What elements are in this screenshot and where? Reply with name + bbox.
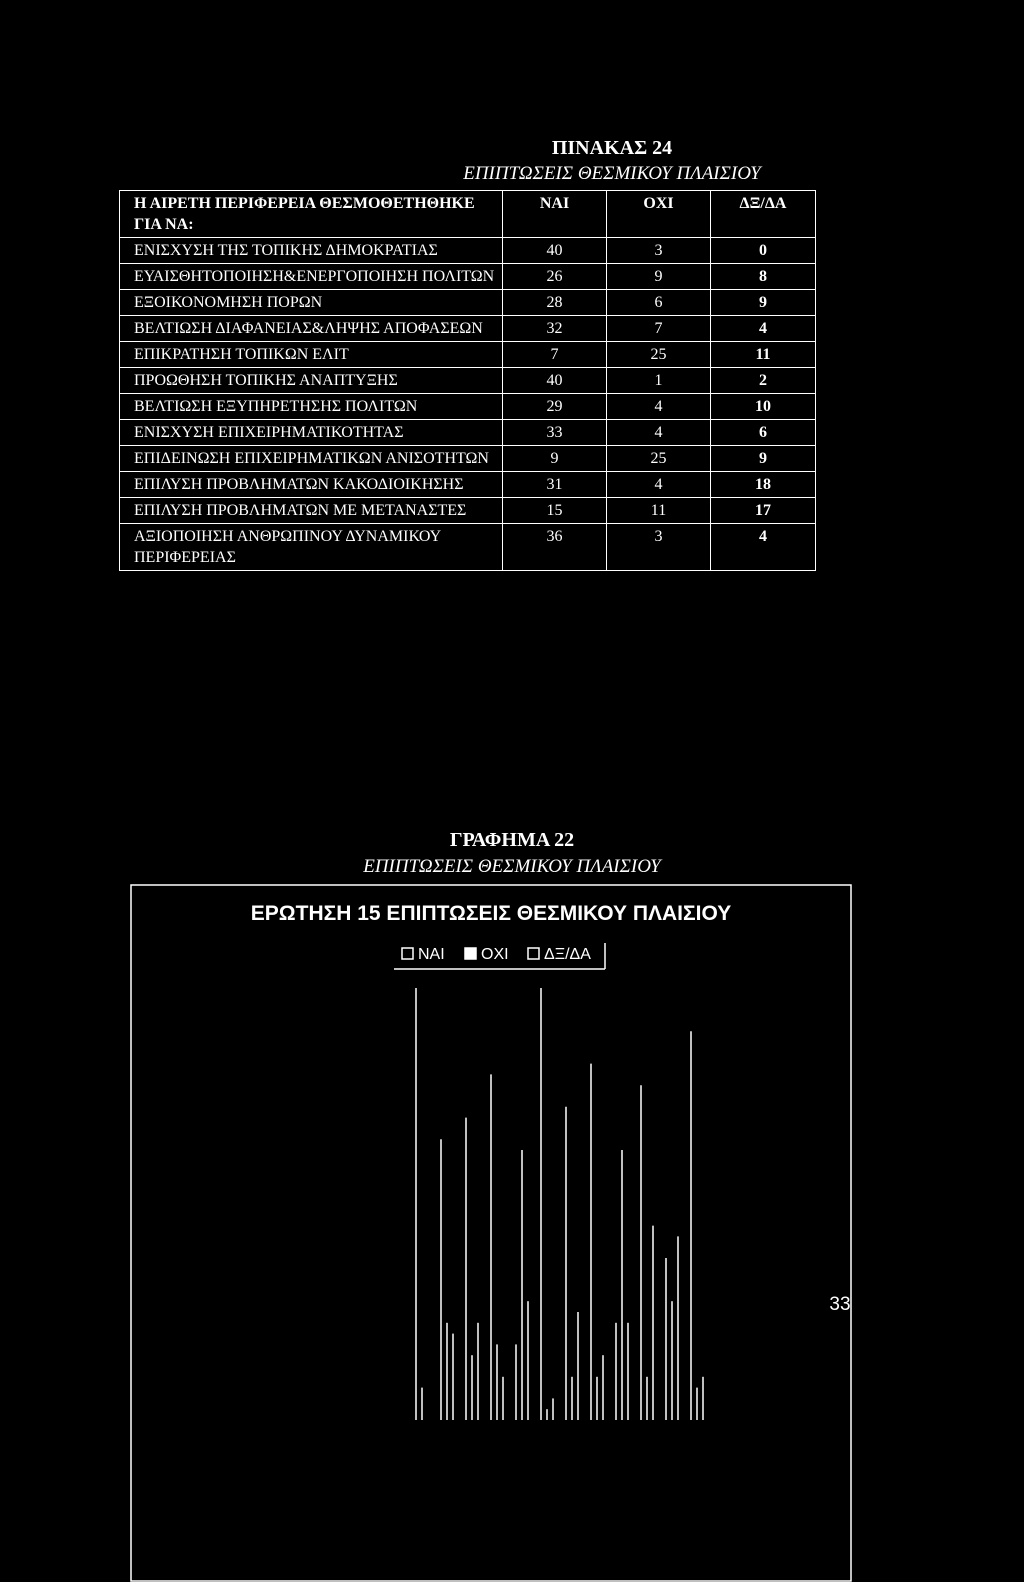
- cell-oxi: 3: [607, 524, 711, 571]
- table-row: [120, 342, 816, 368]
- legend-marker-1: [465, 948, 476, 959]
- table-header-row: [120, 191, 816, 238]
- graph-subtitle: ΕΠΙΠΤΩΣΕΙΣ ΘΕΣΜΙΚΟΥ ΠΛΑΙΣΙΟΥ: [363, 856, 661, 877]
- cell-nai: 36: [503, 524, 607, 571]
- cell-nai: 31: [503, 472, 607, 498]
- cell-oxi: 3: [607, 238, 711, 264]
- cell-dxda: 6: [711, 420, 816, 446]
- cell-nai: 40: [503, 368, 607, 394]
- cell-nai: 26: [503, 264, 607, 290]
- table-row: [120, 316, 816, 342]
- row-label: ΕΠΙΚΡΑΤΗΣΗ ΤΟΠΙΚΩΝ ΕΛΙΤ: [120, 342, 503, 368]
- cell-oxi: 25: [607, 446, 711, 472]
- row-label: ΑΞΙΟΠΟΙΗΣΗ ΑΝΘΡΩΠΙΝΟΥ ΔΥΝΑΜΙΚΟΥ ΠΕΡΙΦΕΡΕΙΑΣ: [120, 524, 503, 571]
- legend-marker-0: [402, 948, 413, 959]
- cell-dxda: 17: [711, 498, 816, 524]
- row-label: ΕΝΙΣΧΥΣΗ ΕΠΙΧΕΙΡΗΜΑΤΙΚΟΤΗΤΑΣ: [120, 420, 503, 446]
- table-row: [120, 472, 816, 498]
- table-row: [120, 290, 816, 316]
- cell-oxi: 6: [607, 290, 711, 316]
- row-label: ΕΞΟΙΚΟΝΟΜΗΣΗ ΠΟΡΩΝ: [120, 290, 503, 316]
- header-nai: ΝΑΙ: [503, 191, 607, 238]
- header-oxi: ΟΧΙ: [607, 191, 711, 238]
- row-label: ΒΕΛΤΙΩΣΗ ΔΙΑΦΑΝΕΙΑΣ&ΛΗΨΗΣ ΑΠΟΦΑΣΕΩΝ: [120, 316, 503, 342]
- legend-label-2: ΔΞ/ΔΑ: [544, 946, 591, 963]
- cell-dxda: 4: [711, 316, 816, 342]
- cell-oxi: 7: [607, 316, 711, 342]
- cell-nai: 7: [503, 342, 607, 368]
- legend-label-0: ΝΑΙ: [418, 946, 445, 963]
- cell-dxda: 18: [711, 472, 816, 498]
- row-label: ΕΥΑΙΣΘΗΤΟΠΟΙΗΣΗ&ΕΝΕΡΓΟΠΟΙΗΣΗ ΠΟΛΙΤΩΝ: [120, 264, 503, 290]
- cell-oxi: 11: [607, 498, 711, 524]
- row-label: ΠΡΟΩΘΗΣΗ ΤΟΠΙΚΗΣ ΑΝΑΠΤΥΞΗΣ: [120, 368, 503, 394]
- table-title: ΠΙΝΑΚΑΣ 24: [551, 137, 673, 159]
- cell-nai: 40: [503, 238, 607, 264]
- cell-oxi: 9: [607, 264, 711, 290]
- cell-dxda: 9: [711, 290, 816, 316]
- row-label: ΕΝΙΣΧΥΣΗ ΤΗΣ ΤΟΠΙΚΗΣ ΔΗΜΟΚΡΑΤΙΑΣ: [120, 238, 503, 264]
- data-table: [119, 190, 816, 571]
- cell-dxda: 11: [711, 342, 816, 368]
- row-label: ΕΠΙΛΥΣΗ ΠΡΟΒΛΗΜΑΤΩΝ ΚΑΚΟΔΙΟΙΚΗΣΗΣ: [120, 472, 503, 498]
- cell-oxi: 4: [607, 394, 711, 420]
- table-row: [120, 394, 816, 420]
- cell-nai: 29: [503, 394, 607, 420]
- cell-oxi: 4: [607, 420, 711, 446]
- chart: [130, 884, 852, 1582]
- cell-nai: 32: [503, 316, 607, 342]
- cell-dxda: 4: [711, 524, 816, 571]
- legend-label-1: ΟΧΙ: [481, 946, 509, 963]
- cell-dxda: 9: [711, 446, 816, 472]
- cell-dxda: 2: [711, 368, 816, 394]
- table-row: [120, 446, 816, 472]
- table-row: [120, 264, 816, 290]
- cell-oxi: 25: [607, 342, 711, 368]
- cell-nai: 9: [503, 446, 607, 472]
- header-dxda: ΔΞ/ΔΑ: [711, 191, 816, 238]
- header-question: Η ΑΙΡΕΤΗ ΠΕΡΙΦΕΡΕΙΑ ΘΕΣΜΟΘΕΤΗΘΗΚΕ ΓΙΑ ΝΑ:: [120, 191, 503, 238]
- page-number: 33: [829, 1294, 851, 1315]
- cell-nai: 28: [503, 290, 607, 316]
- cell-nai: 15: [503, 498, 607, 524]
- row-label: ΕΠΙΔΕΙΝΩΣΗ ΕΠΙΧΕΙΡΗΜΑΤΙΚΩΝ ΑΝΙΣΟΤΗΤΩΝ: [120, 446, 503, 472]
- graph-caption: ΓΡΑΦΗΜΑ 22: [449, 829, 575, 851]
- row-label: ΒΕΛΤΙΩΣΗ ΕΞΥΠΗΡΕΤΗΣΗΣ ΠΟΛΙΤΩΝ: [120, 394, 503, 420]
- cell-oxi: 4: [607, 472, 711, 498]
- table-row: [120, 524, 816, 571]
- cell-dxda: 10: [711, 394, 816, 420]
- cell-dxda: 0: [711, 238, 816, 264]
- legend-marker-2: [528, 948, 539, 959]
- table-row: [120, 420, 816, 446]
- table-row: [120, 368, 816, 394]
- cell-oxi: 1: [607, 368, 711, 394]
- table-row: [120, 238, 816, 264]
- cell-nai: 33: [503, 420, 607, 446]
- table-subtitle: ΕΠΙΠΤΩΣΕΙΣ ΘΕΣΜΙΚΟΥ ΠΛΑΙΣΙΟΥ: [463, 163, 761, 184]
- table-row: [120, 498, 816, 524]
- row-label: ΕΠΙΛΥΣΗ ΠΡΟΒΛΗΜΑΤΩΝ ΜΕ ΜΕΤΑΝΑΣΤΕΣ: [120, 498, 503, 524]
- chart-title: ΕΡΩΤΗΣΗ 15 ΕΠΙΠΤΩΣΕΙΣ ΘΕΣΜΙΚΟΥ ΠΛΑΙΣΙΟΥ: [250, 902, 732, 925]
- cell-dxda: 8: [711, 264, 816, 290]
